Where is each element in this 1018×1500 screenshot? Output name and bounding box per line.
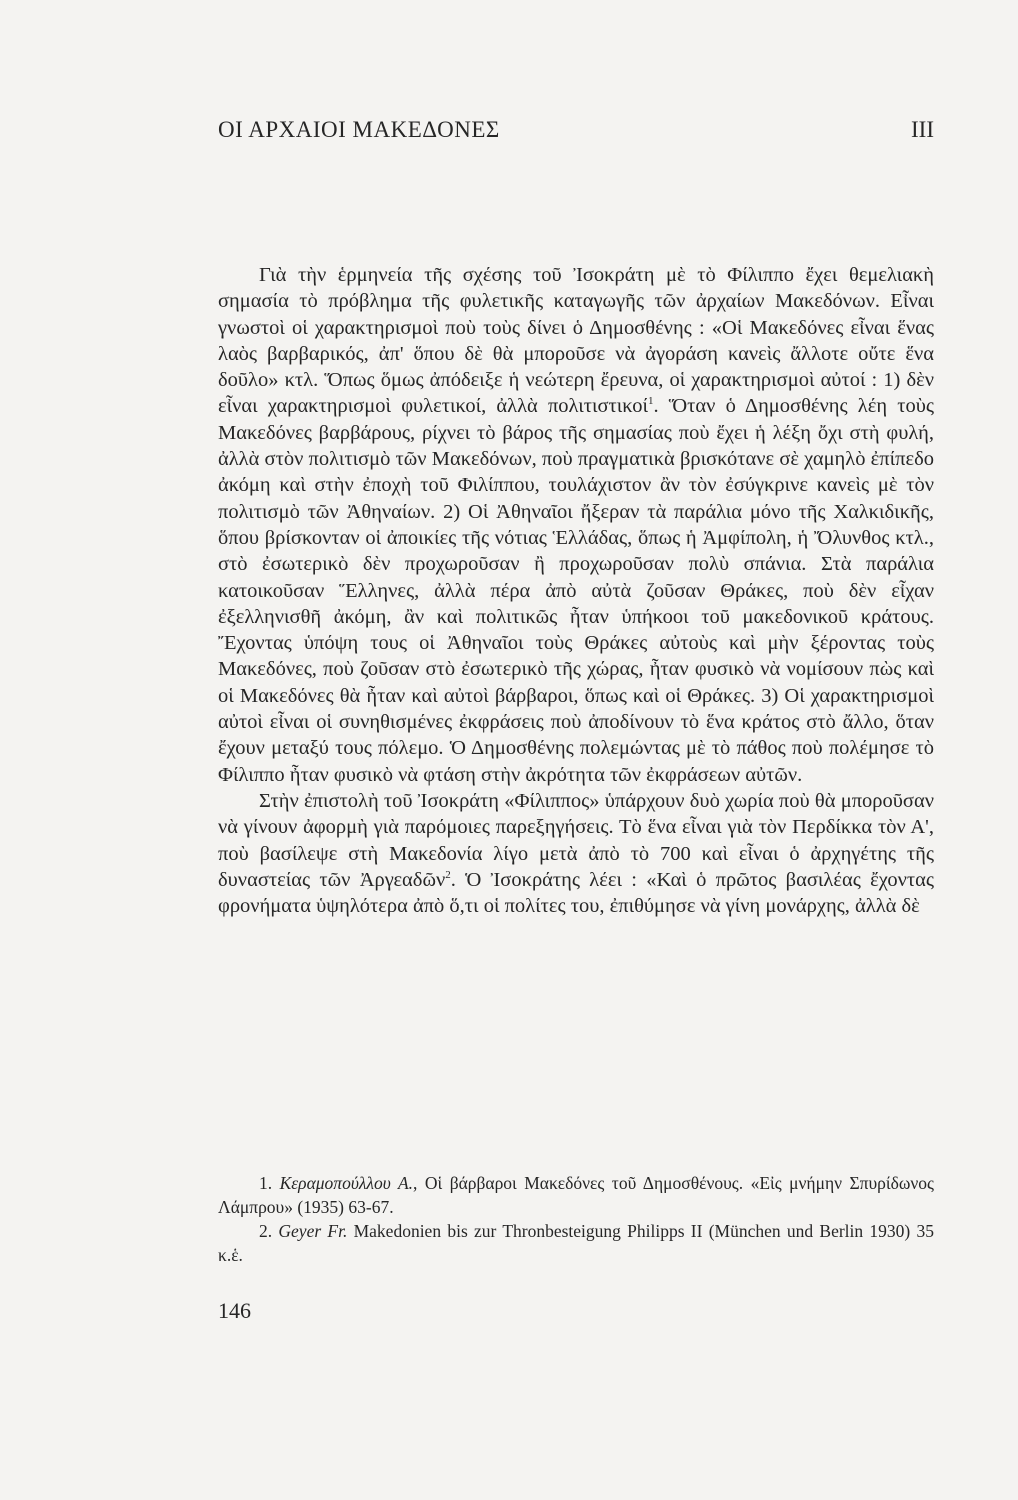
footnote [218,1171,934,1219]
footnote-ref: 2 [445,869,451,881]
footnote-ref: 1 [647,395,654,408]
footnote-text: Makedonien bis zur Thronbesteigung Philipps II (München und Berlin 1930) 35 κ.ἑ. [218,1221,935,1265]
footnote-text: , Οἱ βάρβαροι Μακεδόνες τοῦ Δημοσθένους. «Εἰς μνήμην Σπυρίδωνος Λάμπρου» (1935) 63-67. [218,1173,934,1217]
footnote-author: Κεραμοπούλλου Α. [279,1173,414,1193]
paragraph-text: . Ὅταν ὁ Δημοσθένης λέη τοὺς Μακεδόνες βαρβάρους, ρίχνει τὸ βάρος τῆς σημασίας ποὺ ἔχει ἡ λέξη ὄχι στὴ φυλή, ἀλλὰ στὸν πολιτισμὸ τῶν Μακεδόνων, ποὺ πραγματικὰ βρισκότανε σὲ χαμηλὸ ἐπίπεδο ἀκόμη καὶ στὴν ἐποχὴ τοῦ Φιλίππου, τουλάχιστον ἂν τὸν ἐσύγκρινε κανεὶς μὲ τὸν πολιτισμὸ τῶν Ἀθηναίων. 2) Οἱ Ἀθηναῖοι ἤξεραν τὰ παράλια μόνο τῆς Χαλκιδικῆς, ὅπου βρίσκονταν οἱ ἀποικίες τῆς νότιας Ἑλλάδας, ὅπως ἡ Ἀμφίπολη, ἡ Ὄλυνθος κτλ., στὸ ἐσωτερικὸ δὲν προχωροῦσαν ἢ προχωροῦσαν πολὺ σπάνια. Στὰ παράλια κατοικοῦσαν Ἕλληνες, ἀλλὰ πέρα ἀπὸ αὐτὰ ζοῦσαν Θράκες, ποὺ δὲν εἶχαν ἐξελληνισθῆ ἀκόμη, ἂν καὶ πολιτικῶς ἦταν ὑπήκοοι τοῦ μακεδονικοῦ κράτους. Ἔχοντας ὑπόψη τους οἱ Ἀθηναῖοι τοὺς Θράκες αὐτοὺς καὶ μὴν ξέροντας τοὺς Μακεδόνες, ποὺ ζοῦσαν στὸ ἐσωτερικὸ τῆς χώρας, ἦταν φυσικὸ νὰ νομίσουν πὼς καὶ οἱ Μακεδόνες θὰ ἦταν καὶ αὐτοὶ βάρβαροι, ὅπως καὶ οἱ Θράκες. 3) Οἱ χαρακτηρισμοὶ αὐτοὶ εἶναι οἱ συνηθισμένες ἐκφράσεις ποὺ ἀποδίνουν τὸ ἕνα κράτος στὸ ἄλλο, ὅταν ἔχουν μεταξύ τους πόλεμο. Ὁ Δημοσθένης πολεμώντας μὲ τὸ πάθος ποὺ πολέμησε τὸ Φίλιππο ἦταν φυσικὸ νὰ φτάση στὴν ἀκρότητα τῶν ἐκφράσεων αὐτῶν. [218,395,934,786]
paragraph-text: Γιὰ τὴν ἑρμηνεία τῆς σχέσης τοῦ Ἰσοκράτη μὲ τὸ Φίλιππο ἔχει θεμελιακὴ σημασία τὸ πρόβλημα τῆς φυλετικῆς καταγωγῆς τῶν ἀρχαίων Μακεδόνων. Εἶναι γνωστοὶ οἱ χαρακτηρισμοὶ ποὺ τοὺς δίνει ὁ Δημοσθένης : «Οἱ Μακεδόνες εἶναι ἕνας λαὸς βαρβαρικός, ἀπ' ὅπου δὲ θὰ μποροῦσε νὰ ἀγοράση κανεὶς ἄλλοτε οὔτε ἕνα δοῦλο» κτλ. Ὅπως ὅμως ἀπόδειξε ἡ νεώτερη ἔρευνα, οἱ χαρακτηρισμοὶ αὐτοί : 1) δὲν εἶναι χαρακτηρισμοὶ φυλετικοί, ἀλλὰ πολιτιστικοί [218,264,934,418]
footnotes [218,1171,934,1267]
paragraph [218,262,934,788]
running-title: ΟΙ ΑΡΧΑΙΟΙ ΜΑΚΕΔΟΝΕΣ [218,117,500,142]
section-number: III [911,117,934,142]
running-header [218,117,934,157]
page-number: 146 [218,1298,251,1323]
paragraph-text: . Ὁ Ἰσοκράτης λέει : «Καὶ ὁ πρῶτος βασιλέας ἔχοντας φρονήματα ὑψηλότερα ἀπὸ ὅ,τι οἱ πολίτες του, ἐπιθύμησε νὰ γίνη μονάρχης, ἀλλὰ δὲ [218,868,934,918]
paragraph [218,788,934,919]
footnote-author: Geyer Fr. [278,1221,348,1241]
footnote-number: 1. [259,1173,273,1193]
footnote-number: 2. [259,1221,273,1241]
body-text [218,262,934,919]
paragraph-text: Στὴν ἐπιστολὴ τοῦ Ἰσοκράτη «Φίλιππος» ὑπάρχουν δυὸ χωρία ποὺ θὰ μποροῦσαν νὰ γίνουν ἀφορμὴ γιὰ παρόμοιες παρεξηγήσεις. Τὸ ἕνα εἶναι γιὰ τὸν Περδίκκα τὸν Α', ποὺ βασίλεψε στὴ Μακεδονία λίγο μετὰ ἀπὸ τὸ 700 καὶ εἶναι ὁ ἀρχηγέτης τῆς δυναστείας τῶν Ἀργεαδῶν [218,789,934,891]
footnote [218,1219,934,1267]
